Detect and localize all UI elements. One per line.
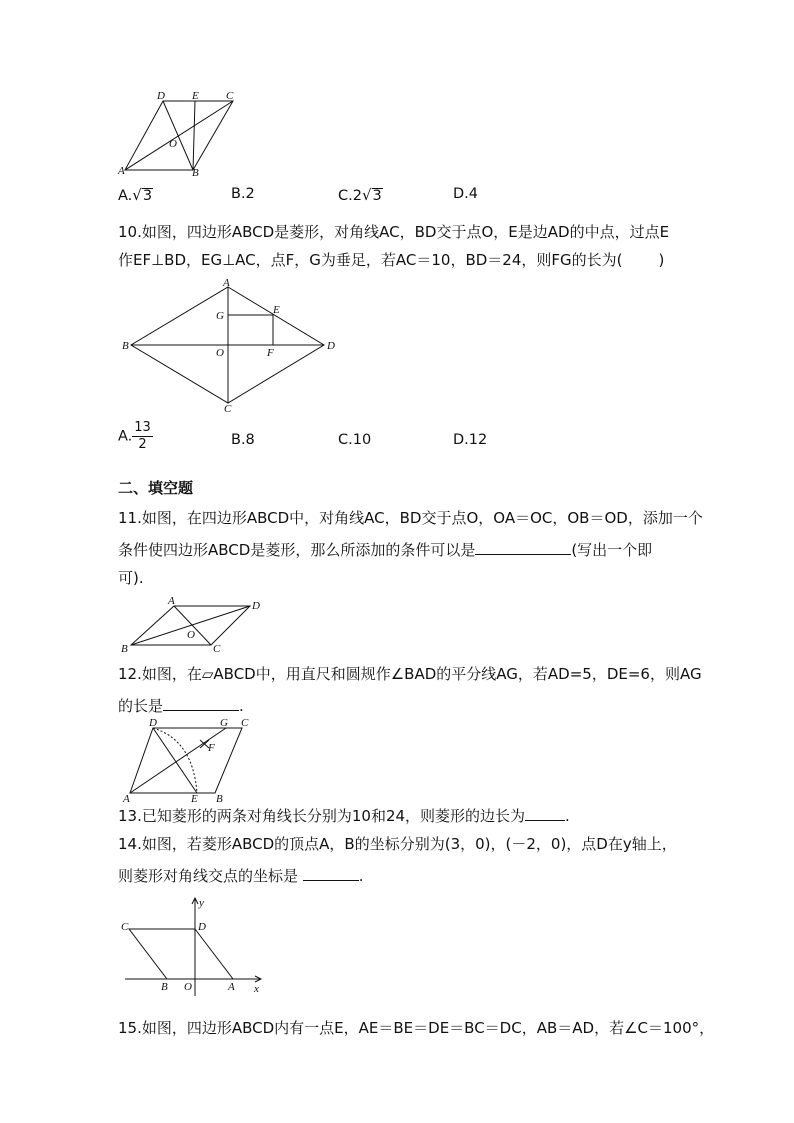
q11-label-a: A: [168, 595, 175, 607]
q10-figure: [115, 276, 345, 414]
q9-option-a[interactable]: A.√3: [118, 186, 153, 204]
parallelogram-symbol: ▱: [201, 665, 214, 683]
q9-label-b: B: [192, 167, 199, 179]
q11-label-b: B: [121, 643, 128, 654]
q10-option-c[interactable]: C.10: [338, 432, 372, 448]
q14-label-b: B: [161, 981, 168, 993]
section-title: 二、填空题: [118, 479, 194, 497]
q13-answer-blank[interactable]: [525, 804, 565, 821]
q9-option-b[interactable]: B.2: [231, 186, 255, 202]
q9-label-d: D: [157, 90, 165, 102]
q9-label-a: A: [118, 165, 125, 177]
q14-label-y: y: [199, 897, 204, 909]
q10-line-2: 作EF⊥BD，EG⊥AC，点F，G为垂足，若AC＝10，BD＝24，则FG的长为( ): [118, 251, 665, 269]
q10-option-d[interactable]: D.12: [453, 432, 488, 448]
q9-options: [118, 186, 598, 210]
q10-label-a: A: [223, 277, 230, 289]
q10-label-c: C: [224, 403, 232, 414]
q12-label-f: F: [208, 742, 215, 754]
q10-line-1: 10.如图，四边形ABCD是菱形，对角线AC，BD交于点O，E是边AD的中点，过点E: [118, 223, 670, 241]
q12-label-b: B: [216, 793, 223, 805]
q12-label-a: A: [123, 793, 130, 805]
q14-label-c: C: [121, 921, 129, 933]
q12-line-2: 的长是 .: [118, 694, 244, 716]
q14-label-x: x: [254, 983, 259, 995]
q10-label-b: B: [122, 340, 129, 352]
q11-figure: [115, 594, 275, 654]
q12-label-c: C: [241, 717, 249, 729]
q12-answer-blank[interactable]: [163, 694, 239, 711]
q11-label-o: O: [187, 629, 195, 641]
q12-figure: [115, 714, 265, 806]
q10-label-g: G: [216, 310, 224, 322]
q13-line-1: 13.已知菱形的两条对角线长分别为10和24，则菱形的边长为 .: [118, 804, 570, 826]
q12-line-1: 12.如图，在▱ABCD中，用直尺和圆规作∠BAD的平分线AG，若AD=5，DE=6，则AG: [118, 665, 702, 683]
q14-line-1: 14.如图，若菱形ABCD的顶点A，B的坐标分别为(3，0)，(－2，0)，点D在y轴上，: [118, 835, 677, 853]
q11-line-1: 11.如图，在四边形ABCD中，对角线AC，BD交于点O，OA＝OC，OB＝OD，添加一个: [118, 509, 703, 527]
q10-options: [118, 420, 598, 464]
q10-option-b[interactable]: B.8: [231, 432, 255, 448]
q9-label-e: E: [192, 90, 199, 102]
q9-option-c[interactable]: C.2√3: [338, 186, 382, 204]
q11-label-c: C: [213, 643, 221, 654]
q14-answer-blank[interactable]: [303, 864, 359, 881]
q11-label-d: D: [252, 600, 260, 612]
q15-line-1: 15.如图，四边形ABCD内有一点E，AE＝BE＝DE＝BC＝DC，AB＝AD，若∠C＝100°，: [118, 1019, 715, 1037]
q10-label-f: F: [267, 347, 274, 359]
q10-label-o: O: [216, 347, 224, 359]
q14-line-2: 则菱形对角线交点的坐标是 .: [118, 864, 364, 886]
q14-label-a: A: [228, 981, 235, 993]
q9-label-o: O: [169, 138, 177, 150]
q10-label-e: E: [273, 304, 280, 316]
q11-answer-blank[interactable]: [475, 538, 571, 555]
q9-label-c: C: [226, 90, 234, 102]
q11-line-2: 条件使四边形ABCD是菱形，那么所添加的条件可以是 (写出一个即: [118, 538, 652, 560]
q9-figure: [115, 88, 250, 180]
q12-label-d: D: [149, 717, 157, 729]
q12-label-e: E: [191, 793, 198, 805]
q14-figure: [115, 892, 275, 996]
q14-label-o: O: [184, 981, 192, 993]
q10-option-a[interactable]: A. $\frac{13}{2}$: [118, 420, 151, 452]
q9-option-d[interactable]: D.4: [453, 186, 478, 202]
q10-label-d: D: [327, 340, 335, 352]
q12-label-g: G: [220, 717, 228, 729]
q14-label-d: D: [198, 921, 206, 933]
q11-line-3: 可).: [118, 569, 144, 587]
